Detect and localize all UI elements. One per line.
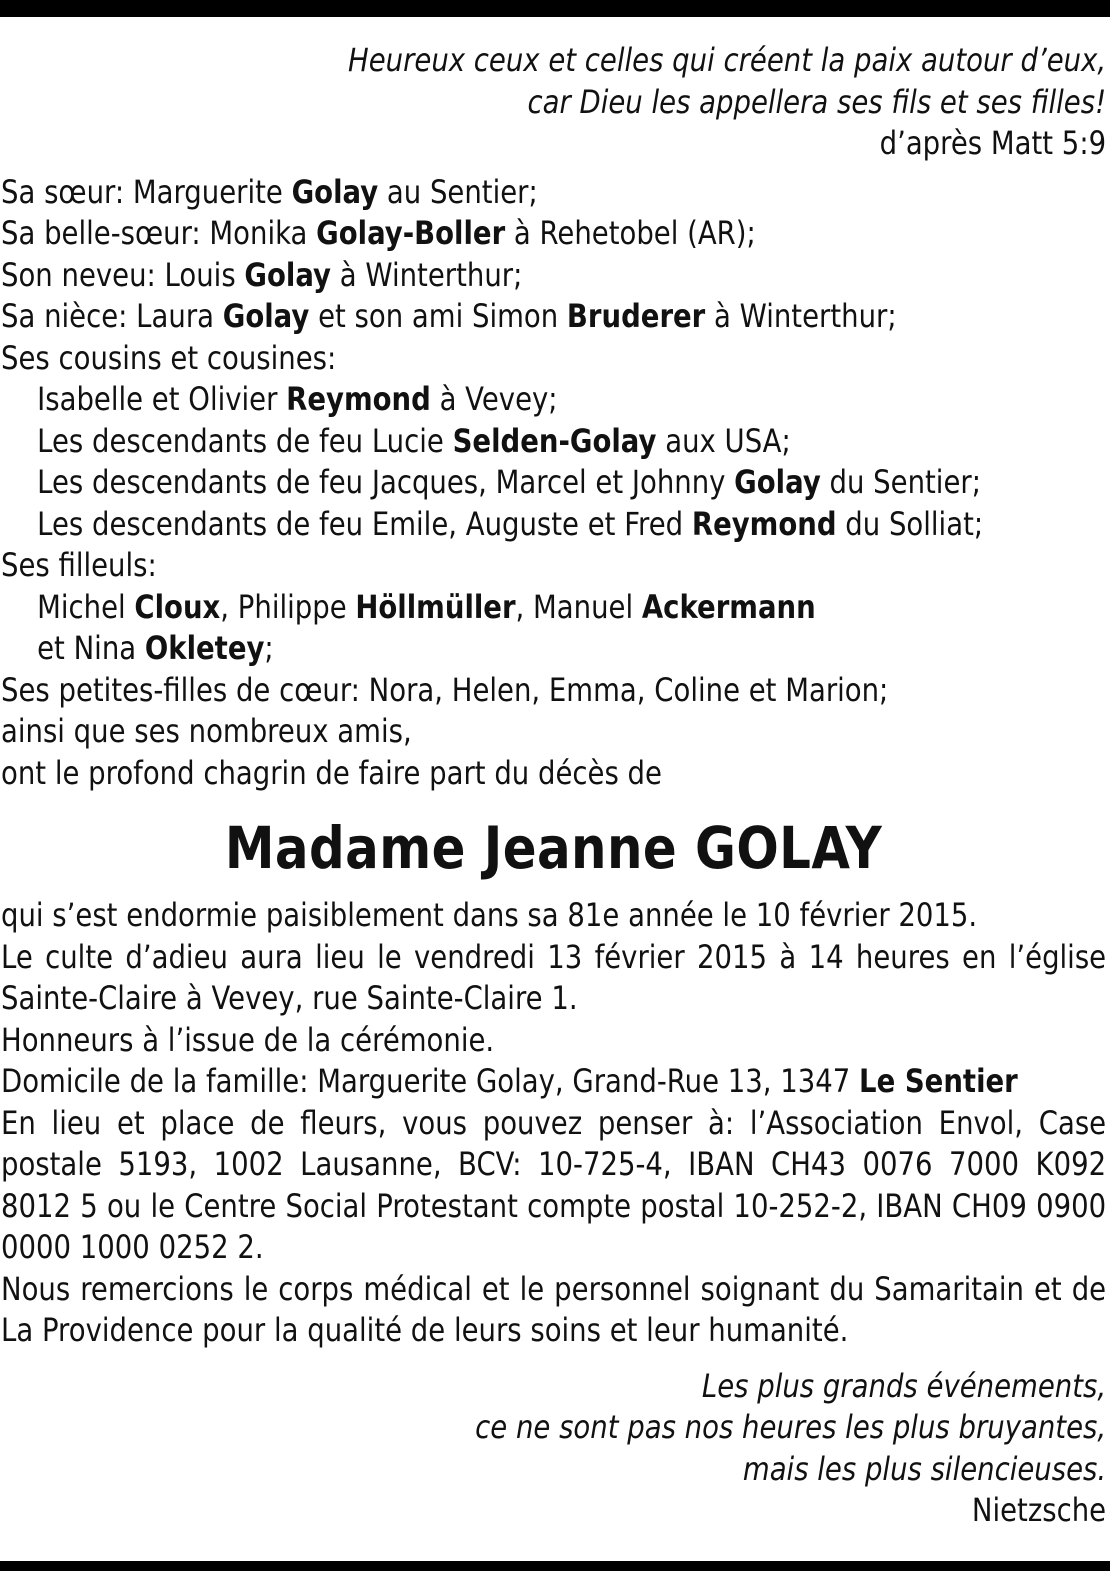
- godchildren-line-1: Michel Cloux, Philippe Höllmüller, Manuel Ackermann: [37, 587, 816, 626]
- family-list: [1, 172, 1106, 795]
- family-domicile: Domicile de la famille: Marguerite Golay, Grand-Rue 13, 1347 Le Sentier: [1, 1062, 1018, 1100]
- godchildren-label: Ses filleuls:: [1, 546, 157, 584]
- closing-quote: [1, 1366, 1106, 1532]
- header-quote: [1, 40, 1106, 165]
- header-quote-line-1: Heureux ceux et celles qui créent la paix autour d’eux,: [348, 41, 1107, 79]
- closing-quote-line-2: ce ne sont pas nos heures les plus bruyantes,: [475, 1408, 1107, 1446]
- donations-info: En lieu et place de fleurs, vous pouvez penser à: l’Association Envol, Case postale 5193, 1002 Lausanne, BCV: 10-725-4, IBAN CH43 0076 7000 K092 8012 5 ou le Centre Social Protestant compte postal 10-252-2, IBAN CH09 0900 0000 1000 0252 2.: [1, 1103, 1107, 1266]
- godchildren-line-2: et Nina Okletey;: [37, 629, 274, 667]
- thanks-info: Nous remercions le corps médical et le personnel soignant du Samaritain et de La Providence pour la qualité de leurs soins et leur humanité.: [1, 1269, 1107, 1349]
- family-friends: ainsi que ses nombreux amis,: [1, 712, 412, 750]
- family-granddaughters: Ses petites-filles de cœur: Nora, Helen, Emma, Coline et Marion;: [1, 670, 889, 709]
- header-quote-line-2: car Dieu les appellera ses fils et ses filles!: [527, 82, 1107, 121]
- top-rule: [0, 0, 1110, 17]
- family-sister: Sa sœur: Marguerite Golay au Sentier;: [1, 172, 538, 211]
- family-sister-in-law: Sa belle-sœur: Monika Golay-Boller à Rehetobel (AR);: [1, 214, 756, 252]
- announcement: ont le profond chagrin de faire part du décès de: [1, 753, 662, 792]
- cousin-line: Les descendants de feu Jacques, Marcel et Johnny Golay du Sentier;: [37, 463, 981, 501]
- bottom-rule: [0, 1561, 1110, 1571]
- closing-quote-line-3: mais les plus silencieuses.: [742, 1449, 1107, 1488]
- header-quote-source: d’après Matt 5:9: [879, 124, 1107, 162]
- family-nephew: Son neveu: Louis Golay à Winterthur;: [1, 255, 523, 294]
- cousin-line: Isabelle et Olivier Reymond à Vevey;: [37, 380, 558, 418]
- obituary-notice: [1, 40, 1106, 1532]
- honours-info: Honneurs à l’issue de la cérémonie.: [1, 1020, 495, 1059]
- cousin-line: Les descendants de feu Emile, Auguste et Fred Reymond du Solliat;: [37, 504, 984, 543]
- service-info: Le culte d’adieu aura lieu le vendredi 13 février 2015 à 14 heures en l’église Sainte-Claire à Vevey, rue Sainte-Claire 1.: [1, 937, 1107, 1017]
- death-notice: qui s’est endormie paisiblement dans sa 81e année le 10 février 2015.: [1, 896, 978, 934]
- closing-quote-line-1: Les plus grands événements,: [701, 1366, 1107, 1405]
- cousin-line: Les descendants de feu Lucie Selden-Golay aux USA;: [37, 421, 791, 460]
- cousins-label: Ses cousins et cousines:: [1, 338, 337, 377]
- closing-quote-author: Nietzsche: [971, 1491, 1107, 1529]
- details: [1, 895, 1106, 1352]
- family-niece: Sa nièce: Laura Golay et son ami Simon Bruderer à Winterthur;: [1, 297, 897, 335]
- deceased-name: Madame Jeanne GOLAY: [224, 814, 883, 882]
